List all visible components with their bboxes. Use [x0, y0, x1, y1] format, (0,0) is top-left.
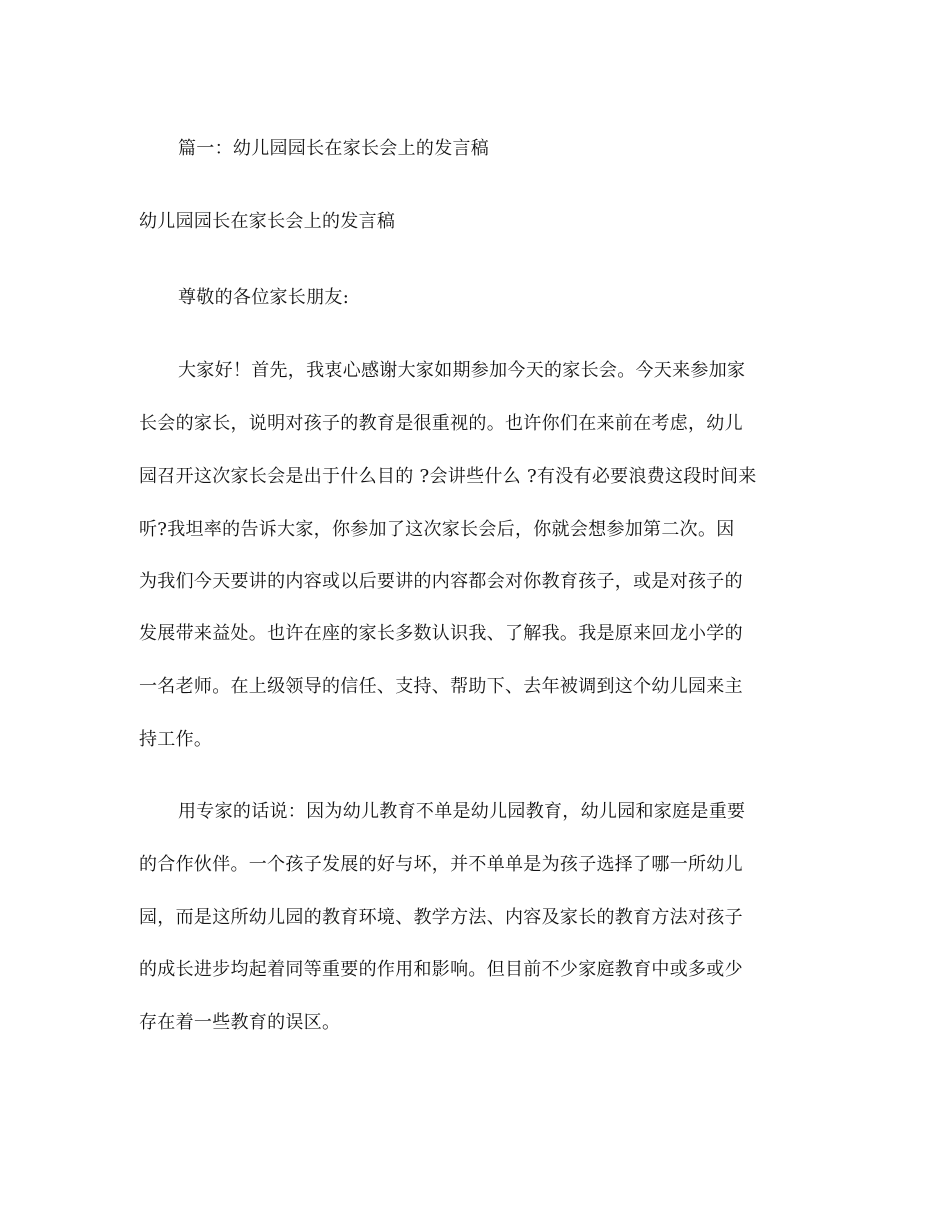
section-heading: 篇一：幼儿园园长在家长会上的发言稿 [178, 138, 490, 159]
salutation: 尊敬的各位家长朋友: [178, 287, 350, 308]
paragraph-line: 大家好！首先，我衷心感谢大家如期参加今天的家长会。今天来参加家 [178, 360, 746, 381]
document-title: 幼儿园园长在家长会上的发言稿 [139, 211, 396, 232]
paragraph-line: 用专家的话说：因为幼儿教育不单是幼儿园教育，幼儿园和家庭是重要 [178, 801, 746, 822]
paragraph-line: 为我们今天要讲的内容或以后要讲的内容都会对你教育孩子，或是对孩子的 [139, 571, 743, 592]
paragraph-line: 长会的家长，说明对孩子的教育是很重视的。也许你们在来前在考虑，幼儿 [139, 413, 743, 434]
paragraph-line: 一名老师。在上级领导的信任、支持、帮助下、去年被调到这个幼儿园来主 [139, 676, 743, 697]
paragraph-line: 园，而是这所幼儿园的教育环境、教学方法、内容及家长的教育方法对孩子 [139, 907, 743, 928]
paragraph-line: 的成长进步均起着同等重要的作用和影响。但目前不少家庭教育中或多或少 [139, 959, 743, 980]
paragraph-line: 的合作伙伴。一个孩子发展的好与坏，并不单单是为孩子选择了哪一所幼儿 [139, 854, 743, 875]
paragraph-line: 园召开这次家长会是出于什么目的 ?会讲些什么 ?有没有必要浪费这段时间来 [139, 466, 757, 487]
paragraph-line: 发展带来益处。也许在座的家长多数认识我、了解我。我是原来回龙小学的 [139, 623, 743, 644]
paragraph-line: 存在着一些教育的误区。 [139, 1012, 341, 1033]
paragraph-line: 持工作。 [139, 729, 213, 750]
paragraph-line: 听?我坦率的告诉大家，你参加了这次家长会后，你就会想参加第二次。因 [139, 519, 735, 540]
